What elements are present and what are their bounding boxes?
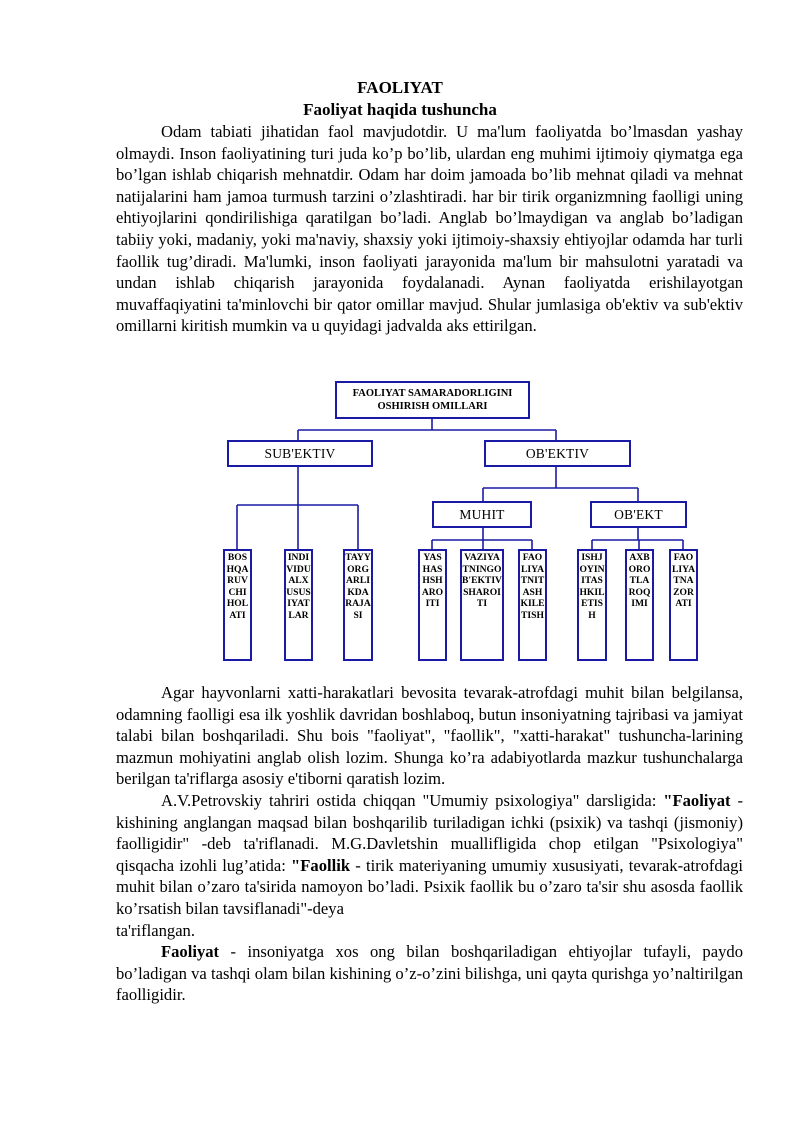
term-faoliyat: "Faoliyat	[663, 790, 731, 810]
section-subheading: Faoliyat haqida tushuncha	[303, 100, 497, 119]
paragraph-intro-text: Odam tabiati jihatidan faol mavjudotdir. U ma'lum faoliyatda bo’lmasdan yashay olmaydi. Inson faoliyatining turi juda ko’p bo’lib, ulardan eng muhimi ijtimoiy qiymatga ega bo’lgan ishlab chiqarish mehnatdir. Odam har doim jamoada bo’lib mehnat qiladi va mehnat natijalarini ham jamoa turmush tarzini o’zlashtiradi. har bir tirik organizmning faolligi uning ehtiyojlarini qondirilishiga qaratilgan bo’ladi. Anglab bo’lmaydigan va anglab bo’ladigan tabiiy yoki, madaniy, yoki ma'naviy, shaxsiy yoki ijtimoiy-shaxsiy ehtiyojlar odamda har turli faollik tug’diradi. Ma'lumki, inson faoliyati jarayonida ma'lum bir mahsulotni yaratadi va undan ishlab chiqarish jarayonida foydalanadi. Aynan faoliyatda erishilayotgan muvaffaqiyatini ta'minlovchi bir qator omillar mavjud. Shular jumlasiga ob'ektiv va sub'ektiv omillarni kiritish mumkin va u quyidagi jadvalda aks ettirilgan.	[116, 122, 743, 336]
definition-faoliyat: - kishining anglangan maqsad bilan boshqarilib turiladigan ichki (psixik) va tashqi (jismoniy) faolligidir" -deb ta'riflanadi. M.G.Davletshin muallifligida chop etilgan "Psixologiya" qisqacha izohli lug’atida:	[116, 790, 743, 875]
leaf-individual-traits: INDIVIDUALXUSUSIYATLAR	[284, 549, 313, 661]
paragraph-final-definition	[116, 941, 743, 1006]
leaf-living-conditions: YASHASHSHAROITI	[418, 549, 447, 661]
objective-box: OB'EKTIV	[484, 440, 631, 467]
term-faoliyat-final: Faoliyat	[161, 942, 220, 962]
leaf-activity-control: FAOLIYATNAZORATI	[669, 549, 698, 661]
leaf-management-state: BOSHQARUVCHIHOLATI	[223, 549, 252, 661]
object-box: OB'EKT	[590, 501, 687, 528]
definition-faoliyat-final: - insoniyatga xos ong bilan boshqariladigan ehtiyojlar tufayli, paydo bo’ladigan va tashqi olam bilan kishining o’z-o’zini bilishga, uni qayta qurishga yo’naltirilgan faolligidir.	[116, 942, 743, 1005]
page-heading: FAOLIYAT	[357, 78, 443, 97]
paragraph-activity-concepts: Agar hayvonlarni xatti-harakatlari bevosita tevarak-atrofdagi muhit bilan belgilansa, odamning faolligi esa ilk yoshlik davridan boshlaboq, butun insoniyatning tajribasi va jamiyat talabi bilan boshqariladi. Shu bois "faoliyat", "faollik", "xatti-harakat" tushuncha-larining mazmun mohiyatini anglab olish lozim. Shunga ko’ra adabiyotlarda mazkur tushunchalarga berilgan ta'riflarga asosiy e'tiborni qaratish lozim.	[116, 683, 743, 789]
leaf-readiness-level: TAYYORGARLIKDARAJASI	[343, 549, 373, 661]
subjective-box: SUB'EKTIV	[227, 440, 373, 467]
leaf-objective-situation: VAZIYATNINGOB'EKTIVSHAROITI	[460, 549, 504, 661]
definition-faollik: - tirik materiyaning umumiy xususiyati, tevarak-atrofdagi muhit bilan o’zaro ta'sirida namoyon bo’ladi. Psixik faollik bu o’zaro ta'sir shu asosda faollik ko’rsatish bilan tavsiflanadi"-deya	[116, 855, 743, 918]
definitions-intro: A.V.Petrovskiy tahriri ostida chiqqan "Umumiy psixologiya" darsligida:	[161, 790, 664, 810]
term-faollik: "Faollik	[291, 855, 351, 875]
environment-box: MUHIT	[432, 501, 532, 528]
leaf-information-flow: AXBOROTLAROQIMI	[625, 549, 654, 661]
leaf-workplace-organization: ISHJOYINITASHKILETISH	[577, 549, 607, 661]
root-factor-box: FAOLIYAT SAMARADORLIGINI OSHIRISH OMILLARI	[335, 381, 530, 419]
leaf-activity-organization: FAOLIYATNITASHKILETISH	[518, 549, 547, 661]
body-text	[116, 682, 743, 1006]
definitions-tail: ta'riflangan.	[116, 920, 196, 940]
paragraph-definitions	[116, 790, 743, 920]
